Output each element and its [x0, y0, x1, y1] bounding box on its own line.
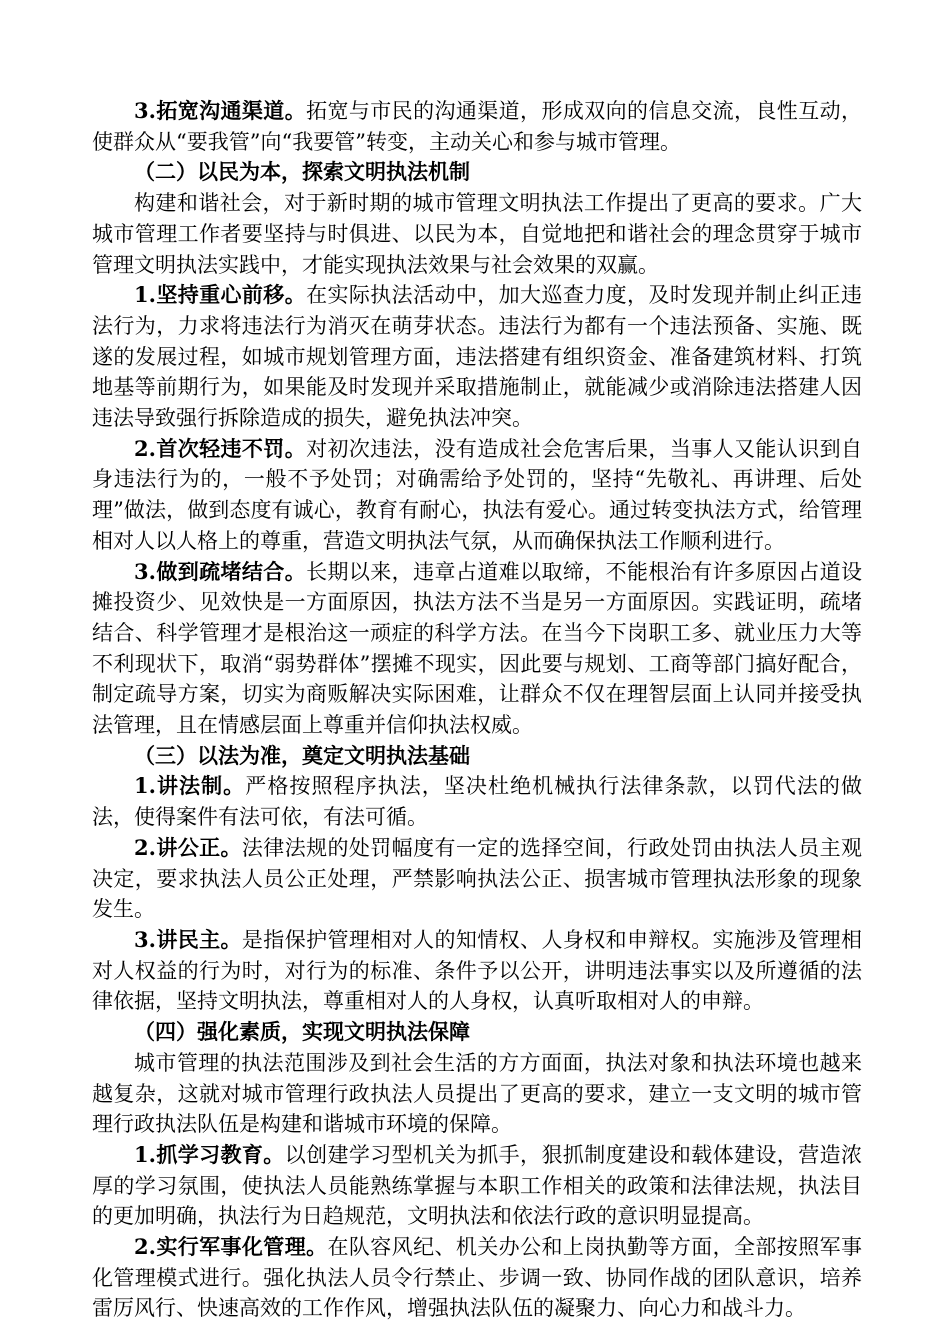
- item-body: 以创建学习型机关为抓手，狠抓制度建设和载体建设，营造浓厚的学习氛围，使执法人员能熟练掌握与本职工作相关的政策和法律法规，执法目的更加明确，执法行为日趋规范，文明执法和依法行政的意识明显提高。: [92, 1142, 862, 1229]
- item-lead: 2.首次轻违不罚。: [134, 435, 307, 461]
- item-body: 是指保护管理相对人的知情权、人身权和申辩权。实施涉及管理相对人权益的行为时，对行为的标准、条件予以公开，讲明违法事实以及所遵循的法律依据，坚持文明执法，尊重相对人的人身权，认真听取相对人的申辩。: [92, 927, 862, 1014]
- section-heading: （三）以法为准，奠定文明执法基础: [134, 742, 470, 768]
- item-lead: 3.拓宽沟通渠道。: [134, 98, 307, 123]
- item-lead: 1.讲法制。: [134, 773, 246, 799]
- section-heading: （四）强化素质，实现文明执法保障: [134, 1019, 470, 1045]
- item-lead: 1.坚持重心前移。: [134, 282, 307, 308]
- item-paragraph: [92, 280, 862, 434]
- item-paragraph: [92, 557, 862, 741]
- item-paragraph: [92, 1140, 862, 1232]
- item-body: 在实际执法活动中，加大巡查力度，及时发现并制止纠正违法行为，力求将违法行为消灭在萌芽状态。违法行为都有一个违法预备、实施、既遂的发展过程，如城市规划管理方面，违法搭建有组织资金、准备建筑材料、打筑地基等前期行为，如果能及时发现并采取措施制止，就能减少或消除违法搭建人因违法导致强行拆除造成的损失，避免执法冲突。: [92, 283, 862, 431]
- section-heading: （二）以民为本，探索文明执法机制: [134, 159, 470, 185]
- item-body: 长期以来，违章占道难以取缔，不能根治有许多原因占道设摊投资少、见效快是一方面原因，执法方法不当是另一方面原因。实践证明，疏堵结合、科学管理才是根治这一顽症的科学方法。在当今下岗职工多、就业压力大等不利现状下，取消“弱势群体”摆摊不现实，因此要与规划、工商等部门搞好配合，制定疏导方案，切实为商贩解决实际困难，让群众不仅在理智层面上认同并接受执法管理，且在情感层面上尊重并信仰执法权威。: [92, 559, 862, 738]
- item-body: 法律法规的处罚幅度有一定的选择空间，行政处罚由执法人员主观决定，要求执法人员公正处理，严禁影响执法公正、损害城市管理执法形象的现象发生。: [92, 835, 862, 922]
- item-paragraph: [92, 96, 862, 157]
- body-paragraph: 城市管理的执法范围涉及到社会生活的方方面面，执法对象和执法环境也越来越复杂，这就对城市管理行政执法人员提出了更高的要求，建立一支文明的城市管理行政执法队伍是构建和谐城市环境的保障。: [92, 1050, 862, 1137]
- item-paragraph: [92, 925, 862, 1017]
- item-body: 严格按照程序执法，坚决杜绝机械执行法律条款，以罚代法的做法，使得案件有法可依，有法可循。: [92, 774, 862, 830]
- item-lead: 1.抓学习教育。: [134, 1141, 285, 1167]
- item-paragraph: [92, 833, 862, 925]
- item-paragraph: [92, 434, 862, 557]
- item-lead: 2.实行军事化管理。: [134, 1234, 328, 1260]
- item-body: 在队容风纪、机关办公和上岗执勤等方面，全部按照军事化管理模式进行。强化执法人员令行禁止、步调一致、协同作战的团队意识，培养雷厉风行、快速高效的工作作风，增强执法队伍的凝聚力、向心力和战斗力。: [92, 1235, 862, 1321]
- item-lead: 2.讲公正。: [134, 834, 242, 860]
- item-paragraph: [92, 771, 862, 832]
- item-lead: 3.讲民主。: [134, 926, 242, 952]
- body-paragraph: 构建和谐社会，对于新时期的城市管理文明执法工作提出了更高的要求。广大城市管理工作者要坚持与时俱进、以民为本，自觉地把和谐社会的理念贯穿于城市管理文明执法实践中，才能实现执法效果与社会效果的双赢。: [92, 191, 862, 277]
- document-body: [92, 96, 862, 1324]
- item-paragraph: [92, 1232, 862, 1324]
- item-body: 对初次违法，没有造成社会危害后果，当事人又能认识到自身违法行为的，一般不予处罚；对确需给予处罚的，坚持“先敬礼、再讲理、后处理”做法，做到态度有诚心，教育有耐心，执法有爱心。通过转变执法方式，给管理相对人以人格上的尊重，营造文明执法气氛，从而确保执法工作顺利进行。: [92, 436, 862, 553]
- item-body: 拓宽与市民的沟通渠道，形成双向的信息交流，良性互动，使群众从“要我管”向“我要管”转变，主动关心和参与城市管理。: [92, 99, 862, 154]
- item-lead: 3.做到疏堵结合。: [134, 558, 307, 584]
